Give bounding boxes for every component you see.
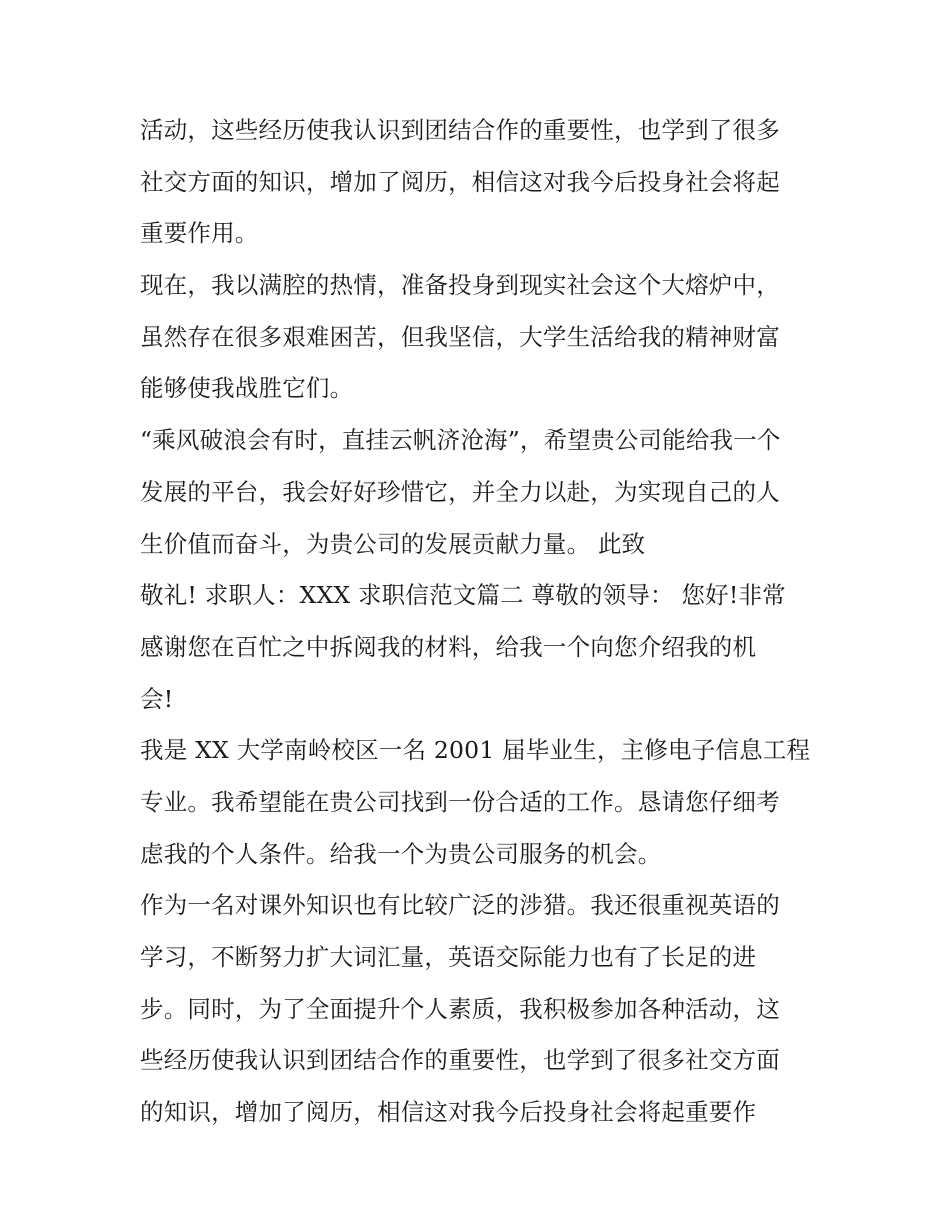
text-line: 作为一名对课外知识也有比较广泛的涉猎。我还很重视英语的 <box>140 891 780 920</box>
text-line: 专业。我希望能在贵公司找到一份合适的工作。恳请您仔细考 <box>140 787 780 816</box>
text-line: 能够使我战胜它们。 <box>140 374 354 403</box>
text-line: 发展的平台，我会好好珍惜它，并全力以赴，为实现自己的人 <box>140 477 780 506</box>
text-line: 活动，这些经历使我认识到团结合作的重要性，也学到了很多 <box>140 116 780 144</box>
text-line: 生价值而奋斗，为贵公司的发展贡献力量。 此致 <box>140 529 646 558</box>
text-line: 社交方面的知识，增加了阅历，相信这对我今后投身社会将起 <box>140 167 780 196</box>
text-line: 会! <box>140 684 174 713</box>
text-line: 虽然存在很多艰难困苦，但我坚信，大学生活给我的精神财富 <box>140 322 780 351</box>
text-line: 虑我的个人条件。给我一个为贵公司服务的机会。 <box>140 839 662 868</box>
text-line: 我是 XX 大学南岭校区一名 2001 届毕业生，主修电子信息工程 <box>140 736 811 765</box>
text-line: 现在，我以满腔的热情，准备投身到现实社会这个大熔炉中， <box>140 271 780 300</box>
text-line: 感谢您在百忙之中拆阅我的材料，给我一个向您介绍我的机 <box>140 632 757 661</box>
text-line: 学习，不断努力扩大词汇量，英语交际能力也有了长足的进 <box>140 943 757 971</box>
text-line: 些经历使我认识到团结合作的重要性，也学到了很多社交方面 <box>140 1046 780 1075</box>
document-body <box>140 105 820 1139</box>
text-line: “乘风破浪会有时，直挂云帆济沧海”，希望贵公司能给我一个 <box>140 426 781 455</box>
text-line: 的知识，增加了阅历，相信这对我今后投身社会将起重要作 <box>140 1098 757 1127</box>
text-line: 敬礼! 求职人：XXX 求职信范文篇二 尊敬的领导： 您好!非常 <box>140 581 786 610</box>
text-line: 步。同时，为了全面提升个人素质，我积极参加各种活动，这 <box>140 994 780 1023</box>
text-line: 重要作用。 <box>140 219 259 248</box>
